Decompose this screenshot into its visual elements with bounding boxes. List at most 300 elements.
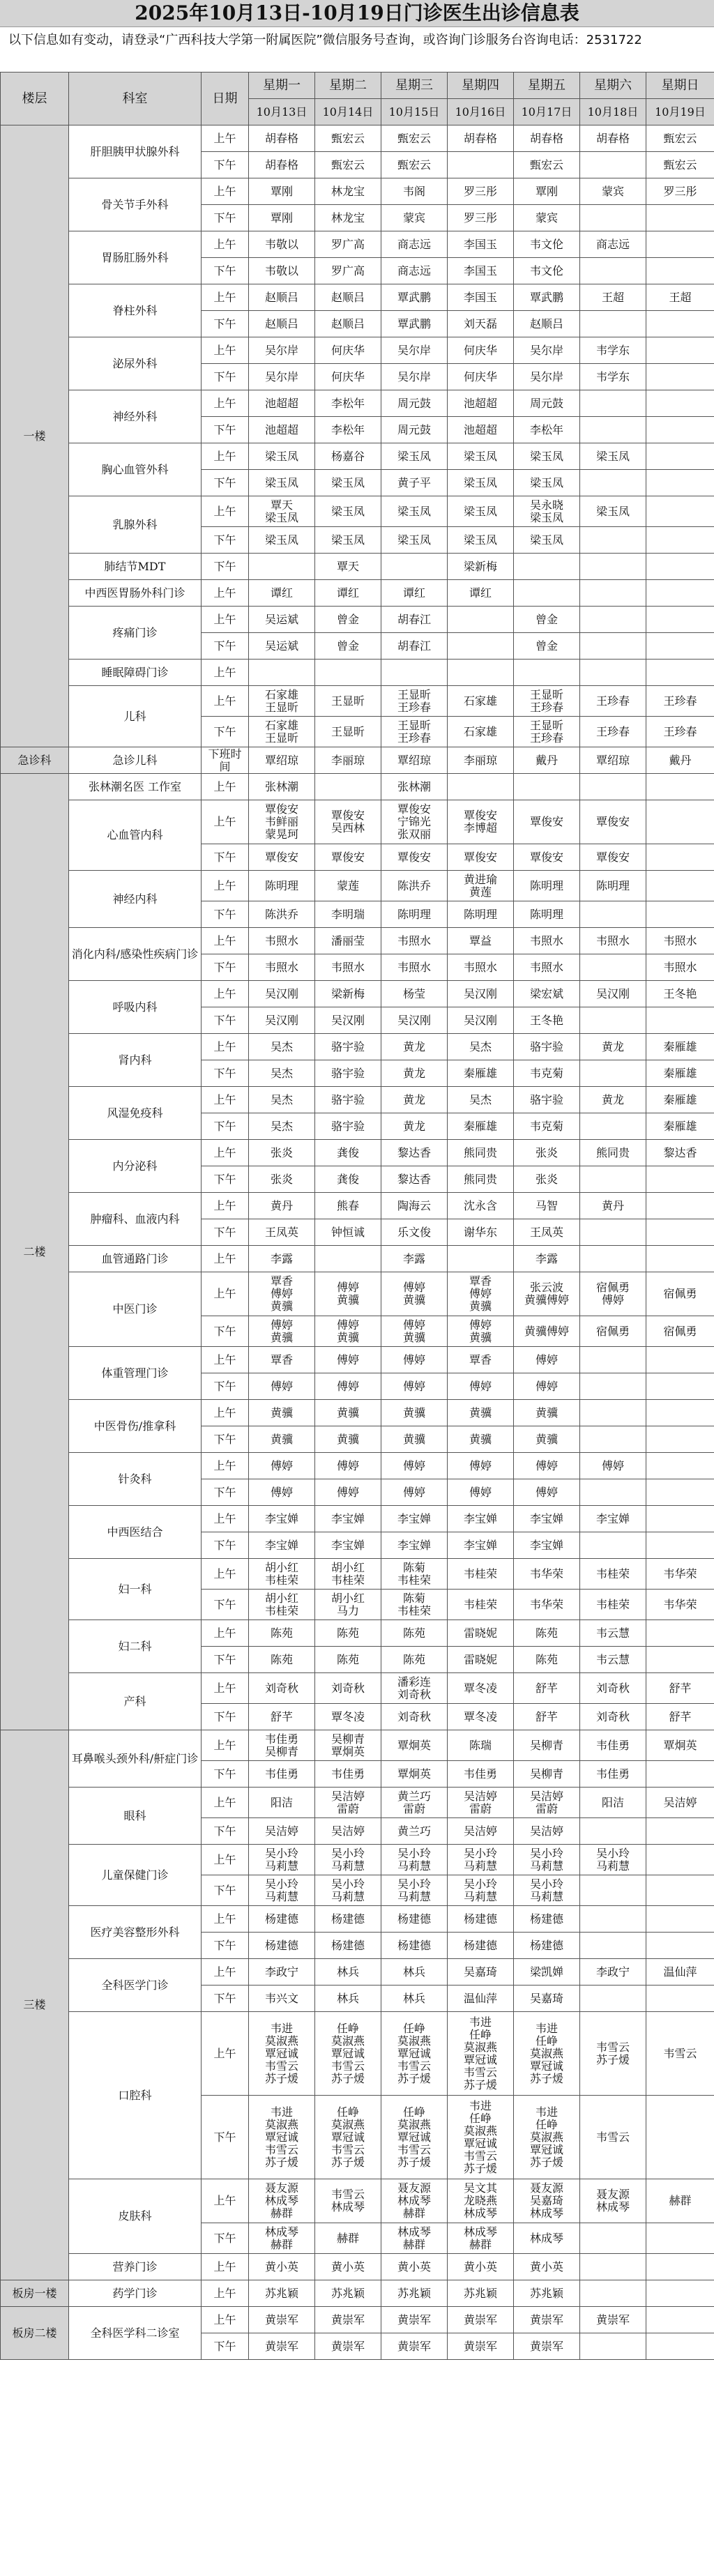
weekday-header: 星期六 <box>580 73 646 99</box>
doctor-cell <box>646 1620 714 1647</box>
schedule-row <box>1 337 714 364</box>
session-period: 下午 <box>202 1060 249 1087</box>
doctor-cell: 周元鼓 <box>381 390 448 417</box>
session-period: 上午 <box>202 1034 249 1060</box>
doctor-cell: 傅婷 黄骥 <box>381 1316 448 1347</box>
doctor-cell: 赫群 <box>646 2179 714 2223</box>
doctor-cell: 阳洁 <box>580 1788 646 1818</box>
doctor-cell <box>580 1906 646 1933</box>
doctor-cell: 林兵 <box>315 1986 381 2012</box>
doctor-cell: 张炎 <box>249 1166 315 1193</box>
doctor-cell: 黄骥 <box>448 1400 514 1426</box>
doctor-cell: 吴汉刚 <box>448 1007 514 1034</box>
doctor-cell: 覃炯英 <box>646 1730 714 1761</box>
doctor-cell: 韦克菊 <box>514 1060 580 1087</box>
doctor-cell: 李露 <box>514 1246 580 1272</box>
doctor-cell: 刘奇秋 <box>381 1704 448 1730</box>
doctor-cell: 秦雁雄 <box>646 1113 714 1140</box>
department-name: 乳腺外科 <box>69 496 202 554</box>
doctor-cell: 覃俊安 韦鲜丽 蒙晃珂 <box>249 800 315 844</box>
doctor-cell: 聂友源 林成琴 赫群 <box>249 2179 315 2223</box>
doctor-cell <box>580 311 646 337</box>
doctor-cell <box>580 205 646 231</box>
doctor-cell: 覃俊安 <box>315 844 381 871</box>
doctor-cell: 刘奇秋 <box>249 1673 315 1704</box>
doctor-cell: 傅婷 <box>249 1373 315 1400</box>
weekday-header: 星期一 <box>249 73 315 99</box>
doctor-cell <box>381 660 448 686</box>
doctor-cell: 宿佩勇 傅婷 <box>580 1272 646 1316</box>
doctor-cell: 任峥 莫淑燕 覃冠诚 韦雪云 苏子煖 <box>315 2012 381 2096</box>
weekday-header: 星期四 <box>448 73 514 99</box>
session-period: 上午 <box>202 1087 249 1113</box>
doctor-cell: 傅婷 <box>381 1373 448 1400</box>
doctor-cell: 舒芊 <box>514 1673 580 1704</box>
doctor-cell: 覃冬凌 <box>315 1704 381 1730</box>
doctor-cell: 商志远 <box>381 258 448 284</box>
doctor-cell: 陈苑 <box>514 1620 580 1647</box>
session-period: 上午 <box>202 1845 249 1875</box>
doctor-cell: 黄崇军 <box>315 2333 381 2360</box>
doctor-cell: 覃绍琼 <box>580 747 646 774</box>
date-cell: 10月15日 <box>381 99 448 125</box>
doctor-cell: 陈苑 <box>249 1647 315 1673</box>
doctor-cell: 覃炯英 <box>381 1730 448 1761</box>
doctor-cell: 吴柳青 <box>514 1761 580 1788</box>
session-period: 上午 <box>202 1272 249 1316</box>
doctor-cell: 宿佩勇 <box>580 1316 646 1347</box>
doctor-cell: 李宝婵 <box>514 1506 580 1532</box>
doctor-cell <box>646 1347 714 1373</box>
doctor-cell: 罗三彤 <box>646 178 714 205</box>
doctor-cell: 梁玉凤 <box>381 527 448 554</box>
department-name: 中西医胃肠外科门诊 <box>69 580 202 607</box>
doctor-cell <box>646 554 714 580</box>
doctor-cell: 谭红 <box>249 580 315 607</box>
doctor-cell <box>646 1007 714 1034</box>
doctor-cell <box>580 1986 646 2012</box>
doctor-cell <box>580 1818 646 1845</box>
doctor-cell: 阳洁 <box>249 1788 315 1818</box>
doctor-cell: 黄骥 <box>249 1400 315 1426</box>
page-title: 2025年10月13日-10月19日门诊医生出诊信息表 <box>0 0 714 27</box>
doctor-cell <box>580 774 646 800</box>
doctor-cell: 韦阁 <box>381 178 448 205</box>
doctor-cell: 吴洁婷 <box>646 1788 714 1818</box>
session-period: 下午 <box>202 417 249 443</box>
doctor-cell: 傅婷 黄骥 <box>249 1316 315 1347</box>
session-period: 上午 <box>202 2179 249 2223</box>
doctor-cell: 骆宇验 <box>514 1087 580 1113</box>
floor-label: 板房二楼 <box>1 2307 69 2360</box>
doctor-cell: 韦敬以 <box>249 258 315 284</box>
doctor-cell: 李丽琼 <box>315 747 381 774</box>
session-period: 下午 <box>202 554 249 580</box>
doctor-cell: 池超超 <box>249 417 315 443</box>
doctor-cell: 吴杰 <box>249 1060 315 1087</box>
doctor-cell: 林成琴 赫群 <box>381 2223 448 2254</box>
schedule-row <box>1 1620 714 1647</box>
session-period: 上午 <box>202 2280 249 2307</box>
doctor-cell: 吴汉刚 <box>249 1007 315 1034</box>
doctor-cell: 梁玉凤 <box>448 496 514 527</box>
department-name: 脊柱外科 <box>69 284 202 337</box>
doctor-cell <box>646 580 714 607</box>
department-name: 内分泌科 <box>69 1140 202 1193</box>
doctor-cell: 黄龙 <box>381 1087 448 1113</box>
department-name: 儿科 <box>69 686 202 747</box>
doctor-cell: 李宝婵 <box>381 1532 448 1559</box>
doctor-cell: 韦学东 <box>580 337 646 364</box>
session-period: 下午 <box>202 1933 249 1959</box>
doctor-cell: 吴小玲 马莉慧 <box>381 1845 448 1875</box>
doctor-cell <box>646 1906 714 1933</box>
doctor-cell <box>514 660 580 686</box>
doctor-cell <box>580 390 646 417</box>
schedule-row <box>1 1034 714 1060</box>
doctor-cell: 蒙莲 <box>315 871 381 901</box>
doctor-cell: 梁玉凤 <box>315 527 381 554</box>
doctor-cell: 覃刚 <box>249 205 315 231</box>
doctor-cell: 李露 <box>381 1246 448 1272</box>
doctor-cell: 黄崇军 <box>381 2333 448 2360</box>
doctor-cell: 李政宁 <box>249 1959 315 1986</box>
doctor-cell: 任峥 莫淑燕 覃冠诚 韦雪云 苏子煖 <box>381 2012 448 2096</box>
doctor-cell: 陈苑 <box>315 1647 381 1673</box>
doctor-cell: 黄丹 <box>249 1193 315 1219</box>
doctor-cell <box>646 337 714 364</box>
session-period: 下午 <box>202 1316 249 1347</box>
doctor-cell: 韦照水 <box>580 928 646 954</box>
doctor-cell <box>646 364 714 390</box>
schedule-row <box>1 686 714 717</box>
doctor-cell <box>249 660 315 686</box>
doctor-cell: 甄宏云 <box>381 125 448 152</box>
doctor-cell <box>646 2333 714 2360</box>
doctor-cell: 王显昕 <box>315 686 381 717</box>
doctor-cell: 梁玉凤 <box>448 527 514 554</box>
doctor-cell: 覃益 <box>448 928 514 954</box>
weekday-header: 星期日 <box>646 73 714 99</box>
doctor-cell: 韦学东 <box>580 364 646 390</box>
doctor-cell: 覃俊安 <box>249 844 315 871</box>
doctor-cell: 傅婷 黄骥 <box>381 1272 448 1316</box>
doctor-cell: 梁玉凤 <box>580 496 646 527</box>
doctor-cell: 黄骥 <box>514 1426 580 1453</box>
doctor-cell <box>646 1933 714 1959</box>
doctor-cell <box>646 417 714 443</box>
doctor-cell: 刘奇秋 <box>315 1673 381 1704</box>
doctor-cell <box>646 2307 714 2333</box>
doctor-cell: 何庆华 <box>315 364 381 390</box>
doctor-cell: 韦照水 <box>249 954 315 981</box>
session-period: 上午 <box>202 871 249 901</box>
schedule-row <box>1 1087 714 1113</box>
doctor-cell <box>646 844 714 871</box>
doctor-cell: 吴小玲 马莉慧 <box>315 1845 381 1875</box>
department-name: 医疗美容整形外科 <box>69 1906 202 1959</box>
schedule-row <box>1 390 714 417</box>
doctor-cell <box>580 901 646 928</box>
schedule-row <box>1 2307 714 2333</box>
doctor-cell <box>580 580 646 607</box>
doctor-cell: 池超超 <box>448 390 514 417</box>
schedule-row <box>1 284 714 311</box>
date-cell: 10月19日 <box>646 99 714 125</box>
session-period: 上午 <box>202 1193 249 1219</box>
doctor-cell: 吴杰 <box>249 1113 315 1140</box>
doctor-cell: 韦进 任峥 莫淑燕 覃冠诚 苏子煖 <box>514 2096 580 2179</box>
doctor-cell: 池超超 <box>249 390 315 417</box>
doctor-cell: 黄骥 <box>381 1426 448 1453</box>
doctor-cell: 覃武鹏 <box>514 284 580 311</box>
doctor-cell: 苏兆颖 <box>448 2280 514 2307</box>
doctor-cell: 刘天磊 <box>448 311 514 337</box>
doctor-cell <box>580 470 646 496</box>
doctor-cell <box>646 774 714 800</box>
doctor-cell <box>381 554 448 580</box>
doctor-cell: 黄骥 <box>514 1400 580 1426</box>
doctor-cell: 黄骥 <box>381 1400 448 1426</box>
doctor-cell: 甄宏云 <box>315 125 381 152</box>
doctor-cell: 梁凯婵 <box>514 1959 580 1986</box>
session-period: 上午 <box>202 337 249 364</box>
doctor-cell: 韦佳勇 <box>315 1761 381 1788</box>
doctor-cell <box>580 2223 646 2254</box>
doctor-cell: 黄进瑜 黄莲 <box>448 871 514 901</box>
session-period: 上午 <box>202 178 249 205</box>
session-period: 上午 <box>202 1140 249 1166</box>
doctor-cell: 杨嘉谷 <box>315 443 381 470</box>
doctor-cell: 张林潮 <box>381 774 448 800</box>
doctor-cell: 黄崇军 <box>580 2307 646 2333</box>
session-period: 上午 <box>202 686 249 717</box>
doctor-cell: 张炎 <box>514 1166 580 1193</box>
doctor-cell: 傅婷 <box>514 1453 580 1479</box>
doctor-cell: 刘奇秋 <box>580 1673 646 1704</box>
schedule-row <box>1 1788 714 1818</box>
schedule-row <box>1 660 714 686</box>
doctor-cell <box>315 774 381 800</box>
doctor-cell: 李宝婵 <box>249 1532 315 1559</box>
doctor-cell: 龚俊 <box>315 1166 381 1193</box>
doctor-cell: 傅婷 <box>249 1479 315 1506</box>
weekday-header: 星期五 <box>514 73 580 99</box>
doctor-cell: 覃俊安 <box>448 844 514 871</box>
doctor-cell: 梁新梅 <box>448 554 514 580</box>
department-name: 肺结节MDT <box>69 554 202 580</box>
department-name: 肿瘤科、血液内科 <box>69 1193 202 1246</box>
doctor-cell: 赵顺吕 <box>315 284 381 311</box>
doctor-cell: 傅婷 <box>315 1347 381 1373</box>
doctor-cell: 王显昕 王珍春 <box>381 717 448 747</box>
doctor-cell: 杨建德 <box>249 1933 315 1959</box>
schedule-row <box>1 580 714 607</box>
doctor-cell <box>580 607 646 633</box>
doctor-cell: 覃天 梁玉凤 <box>249 496 315 527</box>
doctor-cell: 李国玉 <box>448 284 514 311</box>
doctor-cell: 黄崇军 <box>514 2333 580 2360</box>
doctor-cell <box>646 1647 714 1673</box>
schedule-row <box>1 871 714 901</box>
schedule-row <box>1 928 714 954</box>
department-name: 眼科 <box>69 1788 202 1845</box>
doctor-cell: 聂友源 吴嘉琦 林成琴 <box>514 2179 580 2223</box>
doctor-cell: 吴杰 <box>249 1034 315 1060</box>
doctor-cell: 吴小玲 马莉慧 <box>514 1875 580 1906</box>
department-name: 药学门诊 <box>69 2280 202 2307</box>
doctor-cell: 王珍春 <box>646 686 714 717</box>
department-name: 睡眠障碍门诊 <box>69 660 202 686</box>
doctor-cell <box>646 1166 714 1193</box>
session-period: 下午 <box>202 1007 249 1034</box>
doctor-cell: 吴洁婷 <box>249 1818 315 1845</box>
floor-label: 一楼 <box>1 125 69 747</box>
doctor-cell: 吴尔岸 <box>381 337 448 364</box>
doctor-cell: 吴洁婷 <box>315 1818 381 1845</box>
floor-label: 三楼 <box>1 1730 69 2280</box>
session-period: 上午 <box>202 607 249 633</box>
session-period: 下午 <box>202 954 249 981</box>
doctor-cell <box>646 496 714 527</box>
doctor-cell: 赵顺吕 <box>315 311 381 337</box>
doctor-cell: 熊同贵 <box>580 1140 646 1166</box>
dept-header: 科室 <box>69 73 202 125</box>
doctor-cell: 胡春格 <box>514 125 580 152</box>
doctor-cell: 吴嘉琦 <box>448 1959 514 1986</box>
doctor-cell <box>580 2254 646 2280</box>
session-period: 下午 <box>202 2223 249 2254</box>
doctor-cell <box>646 390 714 417</box>
doctor-cell: 杨建德 <box>381 1933 448 1959</box>
doctor-cell: 胡春格 <box>249 125 315 152</box>
session-period: 下午 <box>202 1590 249 1620</box>
session-period: 下午 <box>202 1986 249 2012</box>
doctor-cell: 傅婷 <box>514 1347 580 1373</box>
doctor-cell: 杨莹 <box>381 981 448 1007</box>
schedule-row <box>1 1272 714 1316</box>
doctor-cell: 陈洪乔 <box>381 871 448 901</box>
doctor-cell: 黄龙 <box>381 1113 448 1140</box>
doctor-cell <box>580 633 646 660</box>
doctor-cell: 胡春江 <box>381 633 448 660</box>
doctor-cell: 梁玉凤 <box>315 496 381 527</box>
doctor-cell: 曾金 <box>315 633 381 660</box>
doctor-cell: 杨建德 <box>448 1906 514 1933</box>
doctor-cell: 王冬艳 <box>514 1007 580 1034</box>
department-name: 骨关节手外科 <box>69 178 202 231</box>
doctor-cell: 傅婷 黄骥 <box>315 1316 381 1347</box>
doctor-cell: 李宝婵 <box>315 1506 381 1532</box>
doctor-cell: 吴汉刚 <box>249 981 315 1007</box>
doctor-cell <box>646 1219 714 1246</box>
department-name: 呼吸内科 <box>69 981 202 1034</box>
doctor-cell <box>646 633 714 660</box>
doctor-cell: 覃俊安 <box>514 844 580 871</box>
doctor-cell <box>646 1426 714 1453</box>
doctor-cell: 戴丹 <box>514 747 580 774</box>
schedule-row <box>1 1193 714 1219</box>
schedule-row <box>1 443 714 470</box>
doctor-cell: 黄崇军 <box>514 2307 580 2333</box>
department-name: 妇一科 <box>69 1559 202 1620</box>
doctor-cell: 梁玉凤 <box>249 470 315 496</box>
doctor-cell: 胡小红 马力 <box>315 1590 381 1620</box>
doctor-cell: 蒙宾 <box>580 178 646 205</box>
doctor-cell: 林兵 <box>381 1959 448 1986</box>
doctor-cell: 赵顺吕 <box>249 284 315 311</box>
doctor-cell: 池超超 <box>448 417 514 443</box>
department-name: 血管通路门诊 <box>69 1246 202 1272</box>
doctor-cell: 韦进 莫淑燕 覃冠诚 韦雪云 苏子煖 <box>249 2012 315 2096</box>
doctor-cell <box>580 1219 646 1246</box>
session-period: 下午 <box>202 1219 249 1246</box>
doctor-cell: 吴汉刚 <box>381 1007 448 1034</box>
session-period: 上午 <box>202 443 249 470</box>
session-period: 上午 <box>202 1453 249 1479</box>
doctor-cell: 杨建德 <box>249 1906 315 1933</box>
doctor-cell <box>646 1479 714 1506</box>
doctor-cell <box>580 954 646 981</box>
doctor-cell: 林兵 <box>315 1959 381 1986</box>
doctor-cell: 雷晓妮 <box>448 1620 514 1647</box>
doctor-cell: 谭红 <box>381 580 448 607</box>
doctor-cell: 林成琴 <box>514 2223 580 2254</box>
doctor-cell: 秦雁雄 <box>448 1060 514 1087</box>
department-name: 妇二科 <box>69 1620 202 1673</box>
doctor-cell: 黄崇军 <box>249 2307 315 2333</box>
weekday-header: 星期三 <box>381 73 448 99</box>
doctor-cell: 罗三彤 <box>448 205 514 231</box>
doctor-cell <box>580 1347 646 1373</box>
doctor-cell: 韦华荣 <box>646 1590 714 1620</box>
doctor-cell <box>646 800 714 844</box>
doctor-cell: 骆宇验 <box>315 1113 381 1140</box>
doctor-cell <box>514 580 580 607</box>
session-period: 上午 <box>202 231 249 258</box>
doctor-cell: 梁新梅 <box>315 981 381 1007</box>
department-name: 肝胆胰甲状腺外科 <box>69 125 202 178</box>
doctor-cell: 商志远 <box>381 231 448 258</box>
doctor-cell <box>580 1166 646 1193</box>
doctor-cell <box>646 1761 714 1788</box>
doctor-cell: 张云波 黄骥傅婷 <box>514 1272 580 1316</box>
session-period: 上午 <box>202 1347 249 1373</box>
doctor-cell: 韦照水 <box>381 928 448 954</box>
department-name: 口腔科 <box>69 2012 202 2179</box>
doctor-cell: 杨建德 <box>315 1933 381 1959</box>
doctor-cell: 骆宇验 <box>315 1087 381 1113</box>
doctor-cell: 韦进 任峥 莫淑燕 覃冠诚 苏子煖 <box>514 2012 580 2096</box>
department-name: 消化内科/感染性疾病门诊 <box>69 928 202 981</box>
doctor-cell: 陈苑 <box>249 1620 315 1647</box>
department-name: 中医门诊 <box>69 1272 202 1347</box>
doctor-cell: 傅婷 <box>514 1373 580 1400</box>
department-name: 中西医结合 <box>69 1506 202 1559</box>
doctor-cell: 吴洁婷 雷蔚 <box>514 1788 580 1818</box>
doctor-cell: 甄宏云 <box>514 152 580 178</box>
doctor-cell: 曾金 <box>514 633 580 660</box>
doctor-cell <box>646 205 714 231</box>
department-name: 风湿免疫科 <box>69 1087 202 1140</box>
doctor-cell <box>580 1246 646 1272</box>
doctor-cell: 曾金 <box>514 607 580 633</box>
session-period: 下午 <box>202 1166 249 1193</box>
weekday-header: 星期二 <box>315 73 381 99</box>
doctor-cell: 覃香 傅婷 黄骥 <box>249 1272 315 1316</box>
doctor-cell: 傅婷 黄骥 <box>448 1316 514 1347</box>
doctor-cell: 舒芊 <box>646 1673 714 1704</box>
